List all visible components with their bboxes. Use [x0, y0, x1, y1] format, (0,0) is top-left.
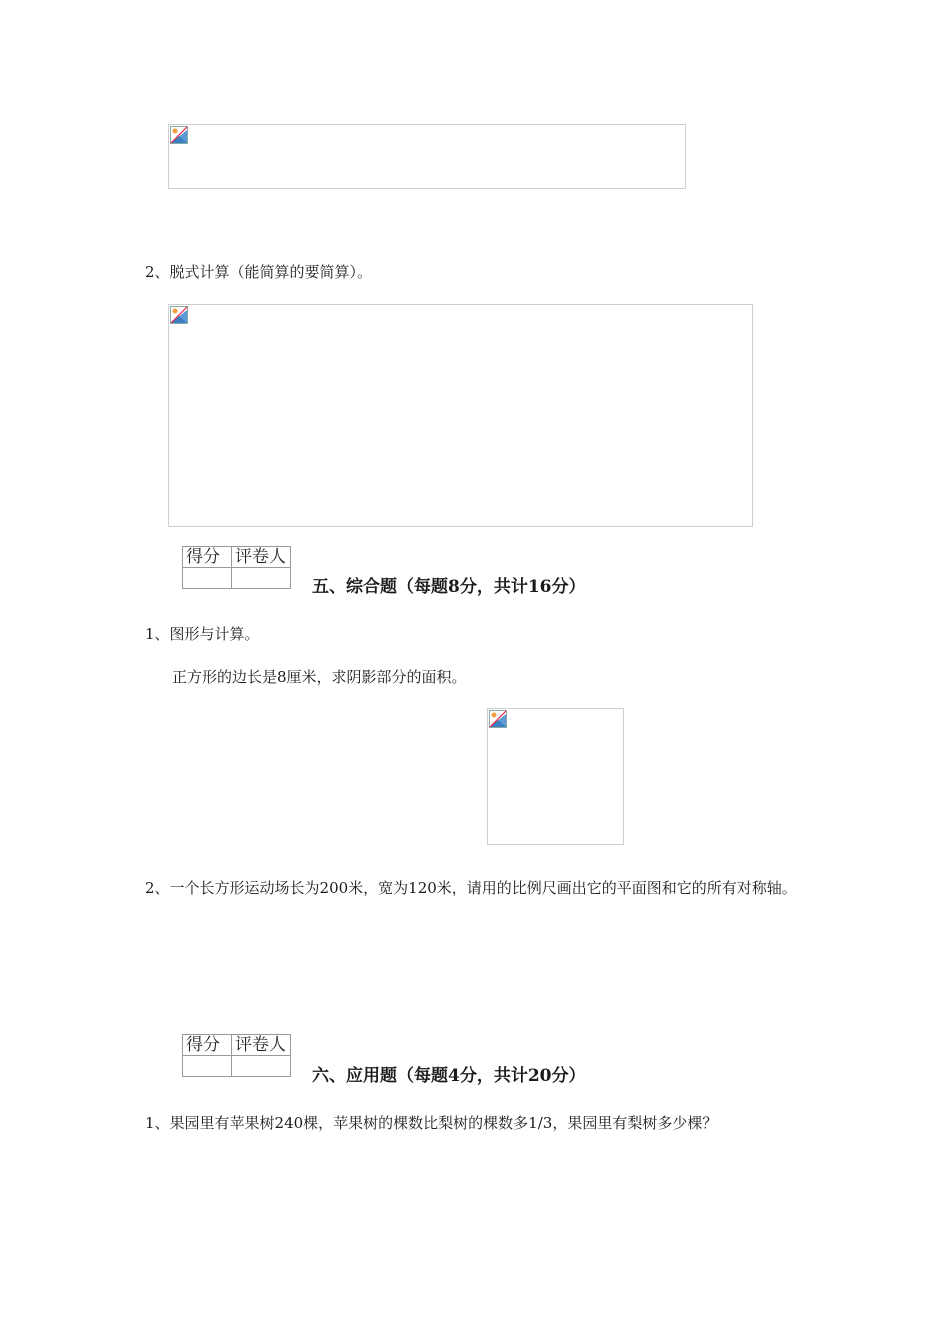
question-text: 正方形的边长是8厘米，求阴影部分的面积。: [172, 668, 467, 686]
score-cell[interactable]: [183, 568, 232, 589]
score-header: 得分: [183, 1035, 232, 1056]
score-table: [182, 1034, 291, 1077]
broken-image-icon: [489, 710, 507, 728]
question-label: 2、脱式计算（能简算的要简算）。: [145, 263, 373, 281]
question-text: 2、一个长方形运动场长为200米，宽为120米，请用的比例尺画出它的平面图和它的所有对称轴。: [145, 879, 797, 897]
question-label: 1、图形与计算。: [145, 625, 260, 643]
grader-cell[interactable]: [232, 568, 291, 589]
image-placeholder-1: [168, 124, 686, 189]
score-header: 得分: [183, 547, 232, 568]
image-placeholder-2: [168, 304, 753, 527]
section-title: 六、应用题（每题4分，共计20分）: [312, 1066, 586, 1086]
broken-image-icon: [170, 306, 188, 324]
grader-header: 评卷人: [232, 1035, 291, 1056]
grader-header: 评卷人: [232, 547, 291, 568]
question-text: 1、果园里有苹果树240棵，苹果树的棵数比梨树的棵数多1/3，果园里有梨树多少棵？: [145, 1114, 718, 1132]
score-table: [182, 546, 291, 589]
score-cell[interactable]: [183, 1056, 232, 1077]
section-title: 五、综合题（每题8分，共计16分）: [312, 577, 586, 597]
broken-image-icon: [170, 126, 188, 144]
image-placeholder-3: [487, 708, 624, 845]
grader-cell[interactable]: [232, 1056, 291, 1077]
